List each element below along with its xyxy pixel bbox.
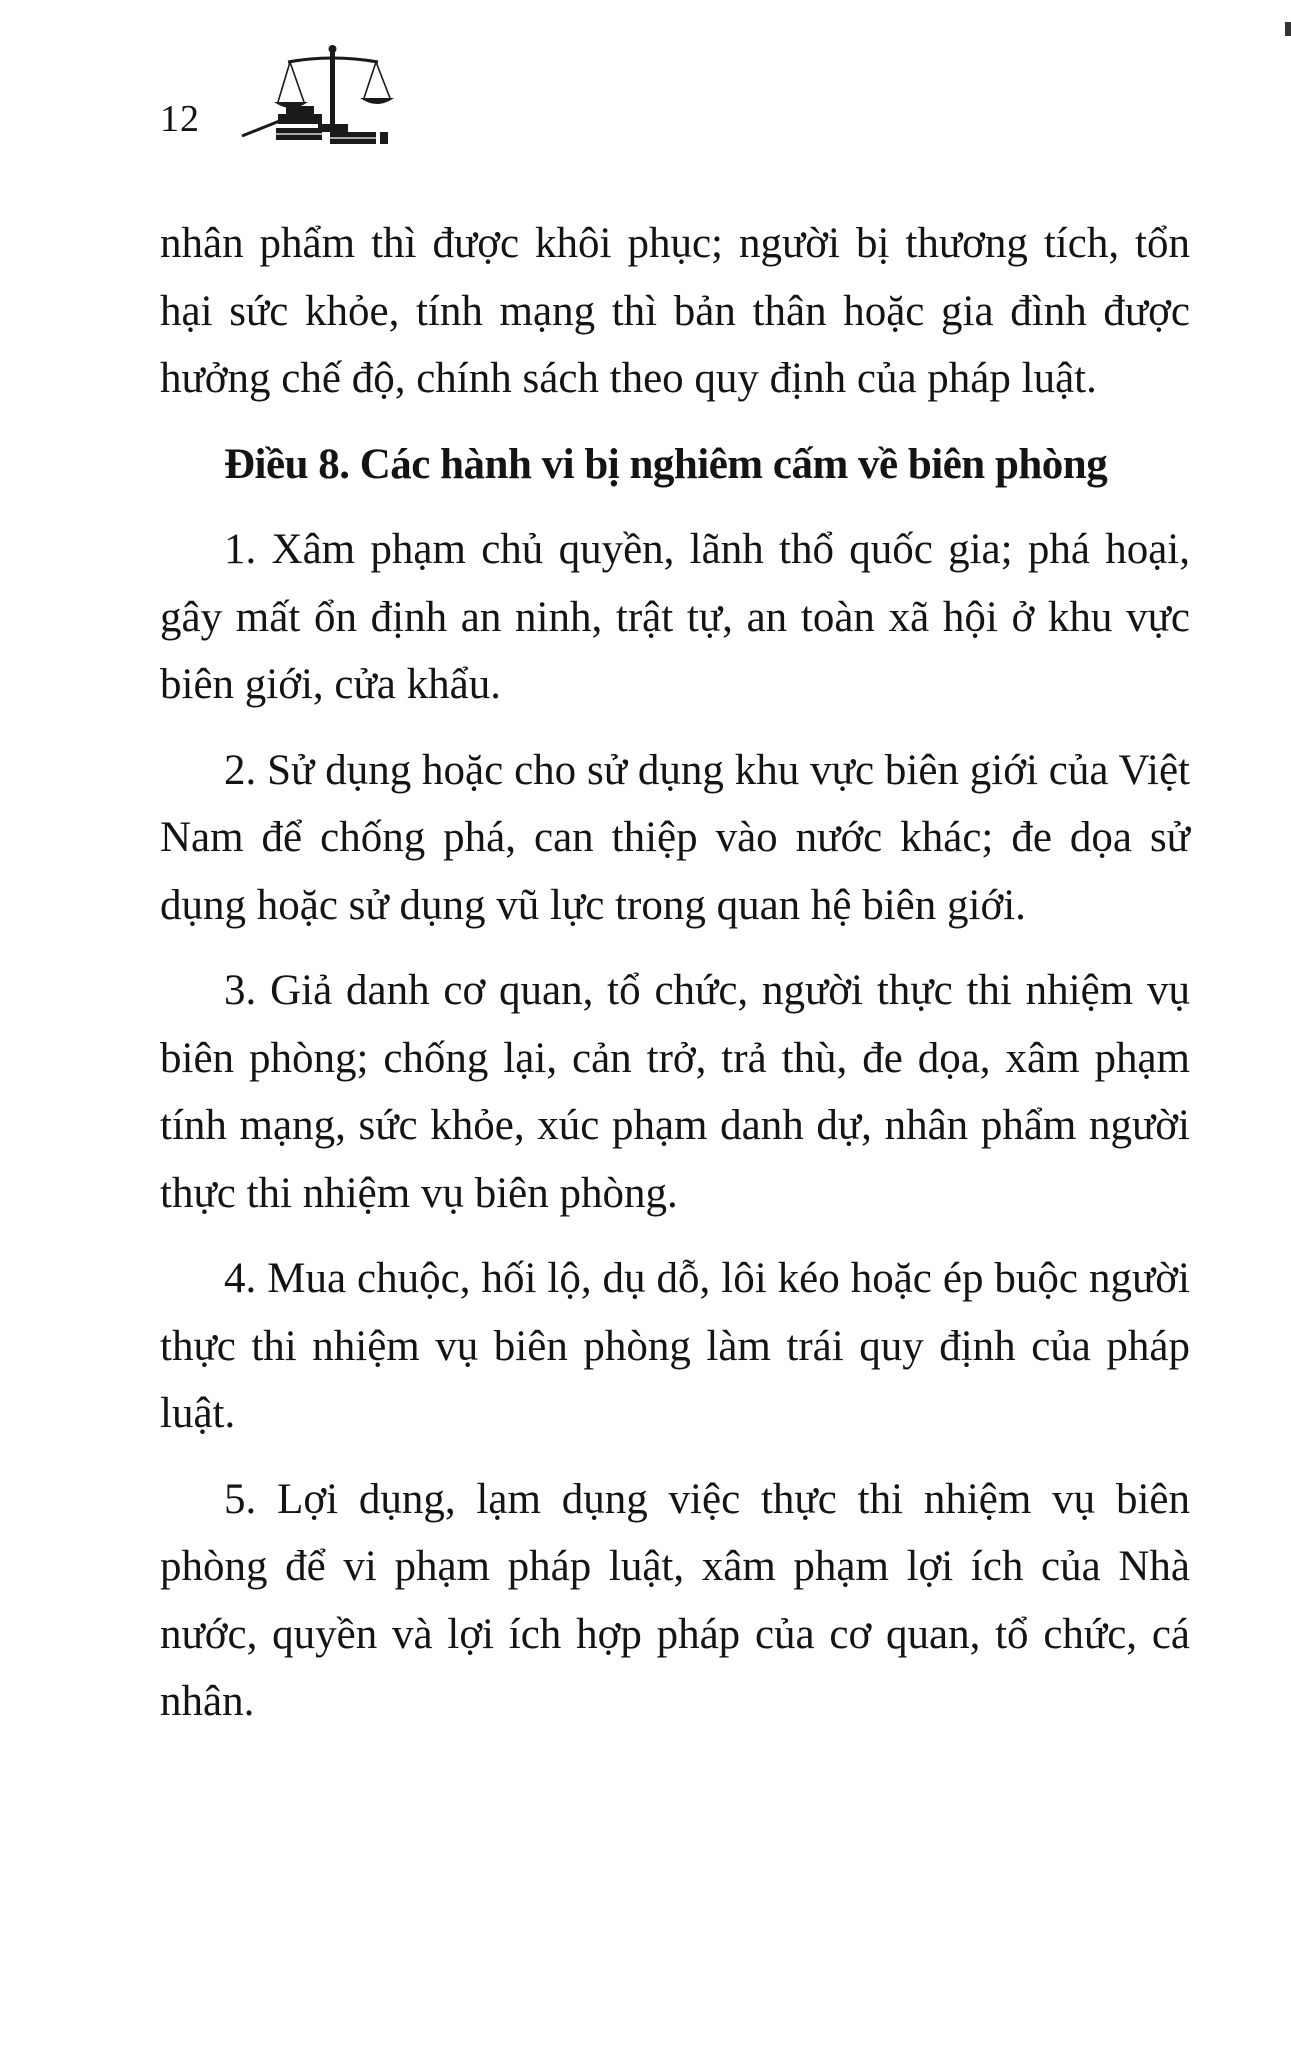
page-number: 12 — [160, 98, 200, 140]
page-body — [160, 210, 1190, 1754]
article-heading: Điều 8. Các hành vi bị nghiêm cấm về biên phòng — [224, 440, 1108, 488]
clause-5: 5. Lợi dụng, lạm dụng việc thực thi nhiệm vụ biên phòng để vi phạm pháp luật, xâm phạm lợi ích của Nhà nước, quyền và lợi ích hợp pháp của cơ quan, tổ chức, cá nhân. — [160, 1475, 1190, 1725]
scan-corner-mark — [1285, 22, 1291, 36]
clause-1: 1. Xâm phạm chủ quyền, lãnh thổ quốc gia; phá hoại, gây mất ổn định an ninh, trật tự, an toàn xã hội ở khu vực biên giới, cửa khẩu. — [160, 526, 1190, 708]
clause-4: 4. Mua chuộc, hối lộ, dụ dỗ, lôi kéo hoặc ép buộc người thực thi nhiệm vụ biên phòng làm trái quy định của pháp luật. — [160, 1255, 1190, 1437]
page-header — [160, 40, 420, 160]
intro-paragraph: nhân phẩm thì được khôi phục; người bị thương tích, tổn hại sức khỏe, tính mạng thì bản thân hoặc gia đình được hưởng chế độ, chính sách theo quy định của pháp luật. — [160, 220, 1190, 402]
clause-2: 2. Sử dụng hoặc cho sử dụng khu vực biên giới của Việt Nam để chống phá, can thiệp vào nước khác; đe dọa sử dụng hoặc sử dụng vũ lực trong quan hệ biên giới. — [160, 746, 1190, 929]
scales-of-justice-gavel-icon — [230, 40, 420, 150]
clause-3: 3. Giả danh cơ quan, tổ chức, người thực thi nhiệm vụ biên phòng; chống lại, cản trở, trả thù, đe dọa, xâm phạm tính mạng, sức khỏe, xúc phạm danh dự, nhân phẩm người thực thi nhiệm vụ biên phòng. — [160, 967, 1190, 1217]
